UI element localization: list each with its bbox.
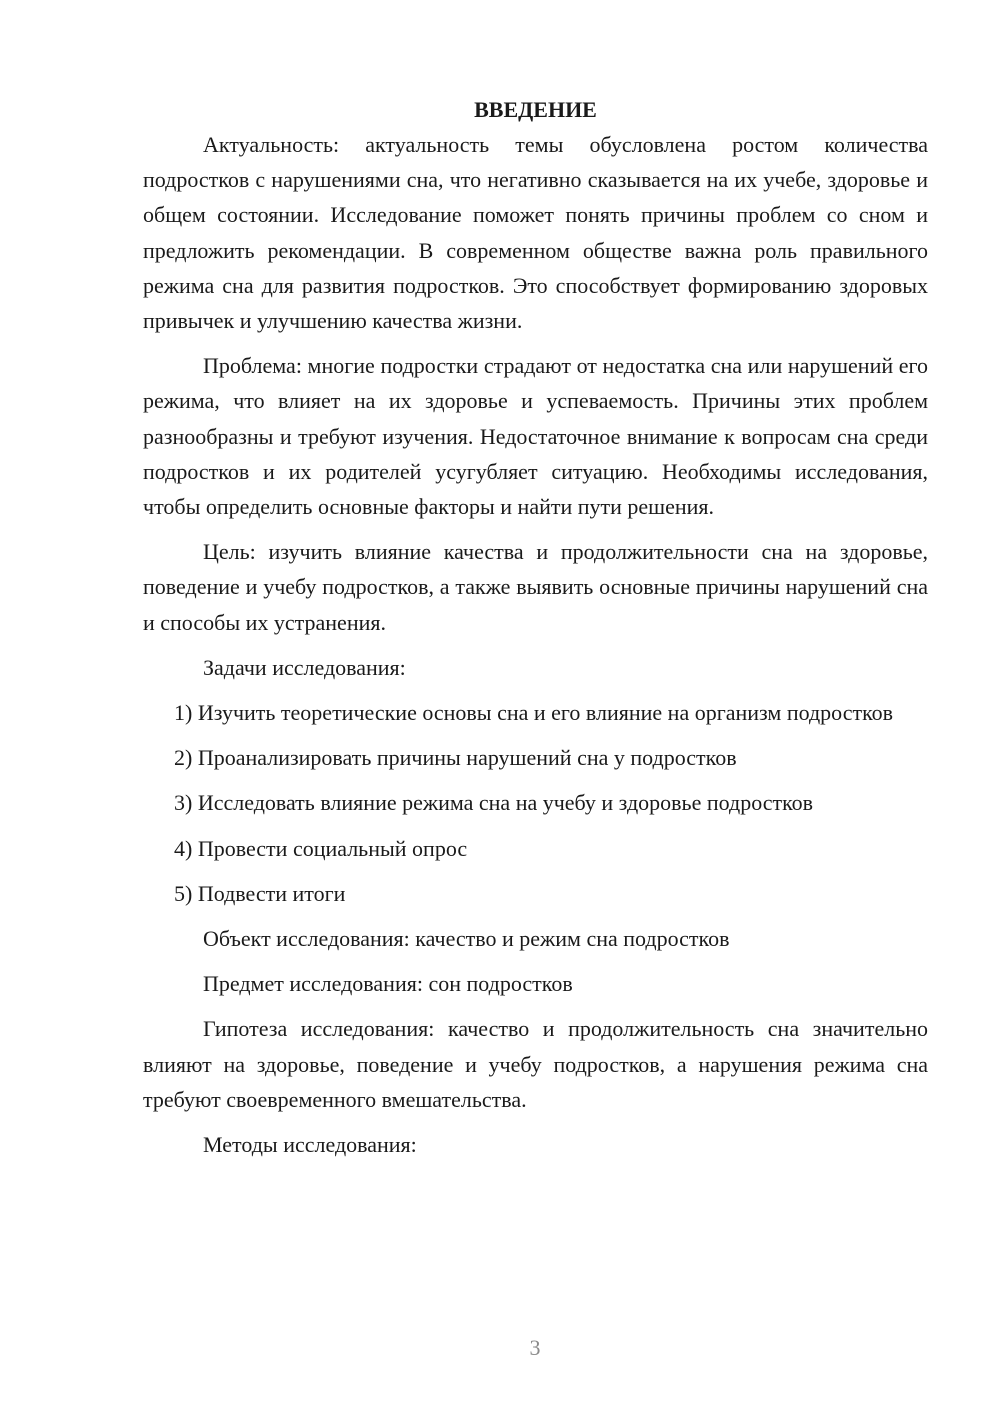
task-item-4: 4) Провести социальный опрос [174,835,468,861]
object-paragraph: Объект исследования: качество и режим сна подростков [203,926,730,952]
task-item-1: 1) Изучить теоретические основы сна и его влияние на организм подростков [174,700,894,726]
tasks-list [143,695,928,911]
subject-paragraph: Предмет исследования: сон подростков [203,971,573,997]
page-title: ВВЕДЕНИЕ [474,97,597,122]
hypothesis-paragraph: Гипотеза исследования: качество и продолжительность сна значительно влияют на здоровье, поведение и учебу подростков, а нарушения режима сна требуют своевременного вмешательства. [143,1016,928,1112]
document-page [143,95,928,1172]
tasks-heading: Задачи исследования: [203,654,406,680]
task-item-5: 5) Подвести итоги [174,880,346,906]
page-number: 3 [529,1335,541,1360]
task-item-2: 2) Проанализировать причины нарушений сна у подростков [174,745,737,771]
goal-paragraph: Цель: изучить влияние качества и продолжительности сна на здоровье, поведение и учебу подростков, а также выявить основные причины нарушений сна и способы их устранения. [143,539,928,635]
relevance-paragraph: Актуальность: актуальность темы обусловлена ростом количества подростков с нарушениями сна, что негативно сказывается на их учебе, здоровье и общем состоянии. Исследование поможет понять причины проблем со сном и предложить рекомендации. В современном обществе важна роль правильного режима сна для развития подростков. Это способствует формированию здоровых привычек и улучшению качества жизни. [143,132,928,334]
problem-paragraph: Проблема: многие подростки страдают от недостатка сна или нарушений его режима, что влияет на их здоровье и успеваемость. Причины этих проблем разнообразны и требуют изучения. Недостаточное внимание к вопросам сна среди подростков и их родителей усугубляет ситуацию. Необходимы исследования, чтобы определить основные факторы и найти пути решения. [143,353,928,520]
methods-heading: Методы исследования: [203,1132,417,1158]
task-item-3: 3) Исследовать влияние режима сна на учебу и здоровье подростков [174,790,814,816]
